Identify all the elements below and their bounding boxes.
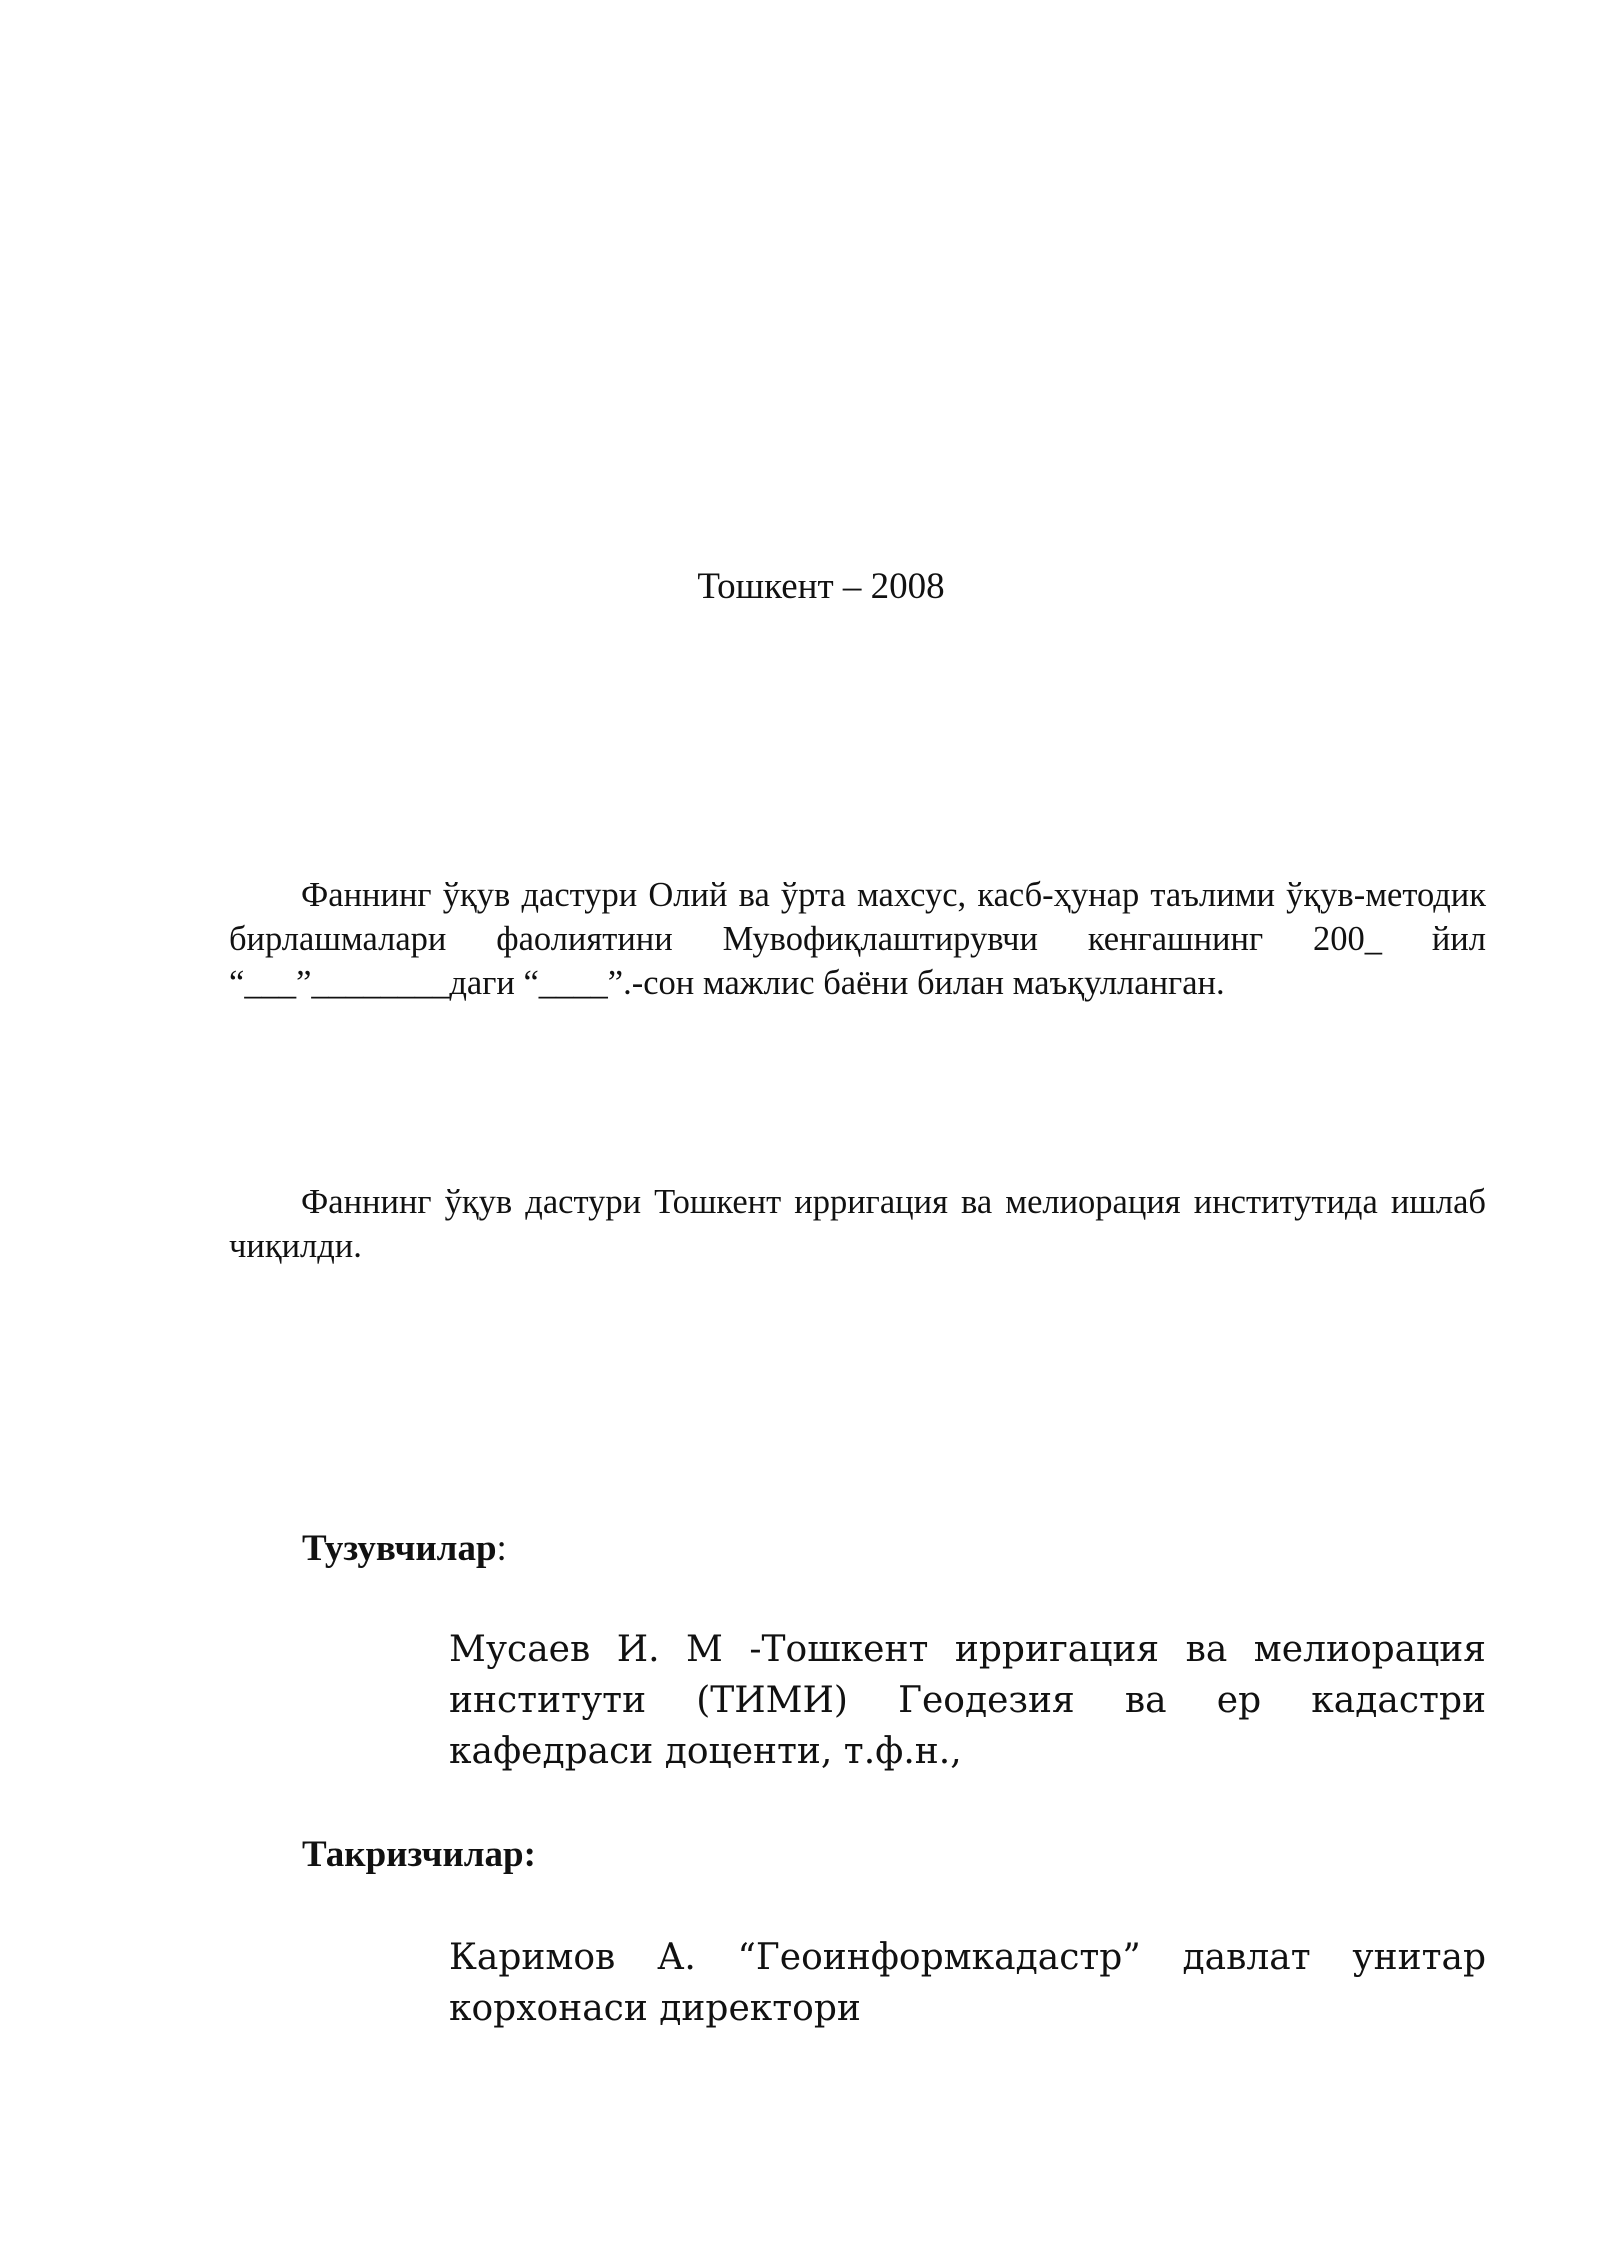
reviewers-heading: Такризчилар: <box>302 1834 536 1875</box>
city-year-line: Тошкент – 2008 <box>697 566 945 607</box>
reviewer-entry: Каримов А. “Геоинформкадастр” давлат унитар корхонаси директори <box>449 1937 1486 2029</box>
authors-heading-colon: : <box>496 1528 507 1569</box>
authors-heading <box>302 1524 507 1574</box>
authors-heading-label: Тузувчилар <box>302 1528 497 1569</box>
author-entry: Мусаев И. М -Тошкент ирригация ва мелиорация институти (ТИМИ) Геодезия ва ер кадастри кафедраси доценти, т.ф.н., <box>449 1629 1486 1772</box>
developed-paragraph: Фаннинг ўқув дастури Тошкент ирригация ва мелиорация институтида ишлаб чиқилди. <box>229 1183 1486 1265</box>
approval-paragraph: Фаннинг ўқув дастури Олий ва ўрта махсус, касб-ҳунар таълими ўқув-методик бирлашмалари фаолиятини Мувофиқлаштирувчи кенгашнинг 200_ йил “___”________даги “____”.-сон мажлис баёни билан маъқулланган. <box>229 876 1486 1002</box>
